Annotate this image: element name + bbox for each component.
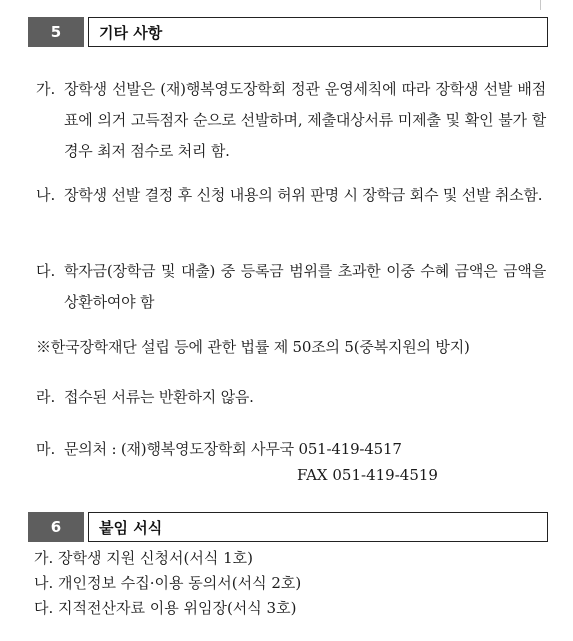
contact-fax: FAX 051-419-4519: [297, 466, 438, 484]
item-marker: 마.: [36, 440, 56, 458]
attachment-item: 가. 장학생 지원 신청서(서식 1호): [34, 549, 253, 567]
section-6-number: 6: [28, 512, 84, 542]
section-6-header: [28, 512, 548, 542]
section-5-title: 기타 사항: [88, 17, 548, 47]
legal-note: ※한국장학재단 설립 등에 관한 법률 제 50조의 5(중복지원의 방지): [36, 338, 470, 356]
item-marker: 나.: [36, 186, 56, 204]
attachment-list: [34, 546, 301, 621]
list-item: [36, 382, 546, 413]
item-text: 장학생 선발은 (재)행복영도장학회 정관 운영세칙에 따라 장학생 선발 배점표에 의거 고득점자 순으로 선발하며, 제출대상서류 미제출 및 확인 불가 할 경우 최저 점수로 처리 함.: [64, 80, 546, 160]
list-item: [36, 180, 546, 211]
contact-label: 문의처 : (재)행복영도장학회 사무국 051-419-4517: [64, 440, 402, 458]
item-text: 장학생 선발 결정 후 신청 내용의 허위 판명 시 장학금 회수 및 선발 취소함.: [64, 186, 543, 204]
item-marker: 다.: [36, 262, 56, 280]
list-item: [36, 74, 546, 167]
attachment-item: 나. 개인정보 수집·이용 동의서(서식 2호): [34, 574, 302, 592]
page-margin-mark: [540, 0, 541, 10]
item-marker: 가.: [36, 80, 56, 98]
section-5-header: [28, 17, 548, 47]
item-marker: 라.: [36, 388, 56, 406]
item-text: 접수된 서류는 반환하지 않음.: [64, 388, 254, 406]
contact-item: [36, 434, 546, 465]
item-text: 학자금(장학금 및 대출) 중 등록금 범위를 초과한 이중 수혜 금액은 금액을 상환하여야 함: [64, 262, 546, 311]
section-5-number: 5: [28, 17, 84, 47]
list-item: [36, 256, 546, 318]
section-6-title: 붙임 서식: [88, 512, 548, 542]
attachment-item: 다. 지적전산자료 이용 위임장(서식 3호): [34, 599, 297, 617]
